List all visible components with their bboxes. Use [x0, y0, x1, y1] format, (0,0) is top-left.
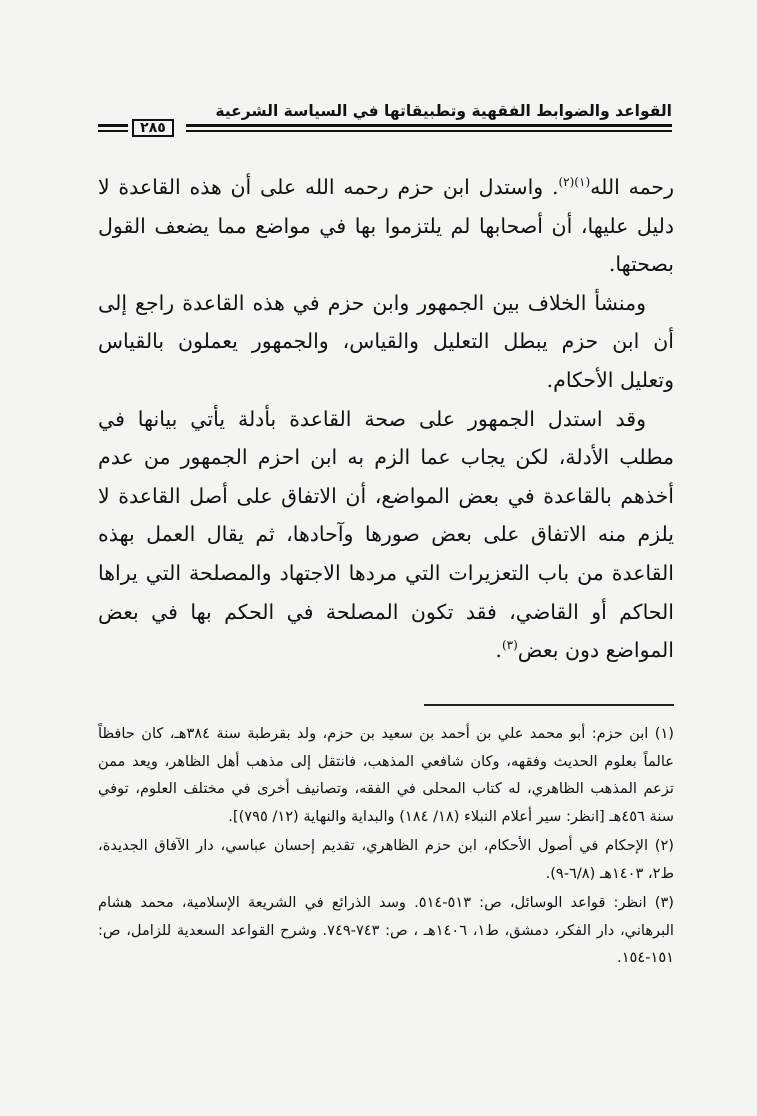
running-title: القواعد والضوابط الفقهية وتطبيقاتها في السياسة الشرعية — [215, 102, 672, 120]
paragraph-3 — [98, 400, 674, 670]
footnote-2-text: الإحكام في أصول الأحكام، ابن حزم الظاهري، تقديم إحسان عباسي، دار الآفاق الجديدة، ط٢، ١٤٠٣هـ (٦/٨-٩). — [98, 837, 674, 882]
paragraph-3-end: . — [495, 638, 502, 663]
footnote-3-text: انظر: قواعد الوسائل، ص: ٥١٣-٥١٤. وسد الذرائع في الشريعة الإسلامية، محمد هشام البرهاني، دار الفكر، دمشق، ط١، ١٤٠٦هـ ، ص: ٧٤٣-٧٤٩. وشرح القواعد السعدية للزامل، ص: ١٥١-١٥٤. — [98, 894, 674, 966]
footnote-separator — [424, 704, 674, 706]
footnote-3 — [98, 889, 674, 972]
footnotes — [98, 720, 674, 974]
page-number: ٢٨٥ — [132, 119, 174, 137]
paragraph-1-start: رحمه الله — [590, 175, 674, 199]
footnote-1-number: (١) — [654, 725, 674, 742]
paragraph-1-rest: . واستدل ابن حزم رحمه الله على أن هذه القاعدة لا دليل عليها، أن أصحابها لم يلتزموا بها في مواضع مما يضعف القول بصحتها. — [98, 175, 674, 277]
header-rule-short-thick — [98, 124, 128, 127]
main-text — [98, 168, 674, 670]
header-rule-thick — [186, 124, 672, 127]
footnote-2 — [98, 832, 674, 887]
footnote-1-text: ابن حزم: أبو محمد علي بن أحمد بن سعيد بن حزم، ولد بقرطبة سنة ٣٨٤هـ، كان حافظاً عالماً بعلوم الحديث وفقهه، وكان شافعي المذهب، فانتقل إلى مذهب أهل الظاهر، ويعد ممن تزعم المذهب الظاهري، له كتاب المحلى في الفقه، وتصانيف أخرى في مختلف العلوم، توفي سنة ٤٥٦هـ [انظر: سير أعلام النبلاء (١٨/ ١٨٤) والبداية والنهاية (١٢/ ٧٩٥)]. — [98, 725, 674, 825]
footnote-1 — [98, 720, 674, 830]
paragraph-3-text: وقد استدل الجمهور على صحة القاعدة بأدلة يأتي بيانها في مطلب الأدلة، لكن يجاب عما الزم به ابن احزم الجمهور من عدم أخذهم بالقاعدة في بعض المواضع، أن الاتفاق على أصل القاعدة لا يلزم منه الاتفاق على بعض صورها وآحادها، ثم يقال العمل بهذه القاعدة من باب التعزيرات التي مردها الاجتهاد والمصلحة التي يراها الحاكم أو القاضي، فقد تكون المصلحة في الحكم بها في بعض المواضع دون بعض — [98, 406, 674, 663]
footnote-ref-3: (٣) — [501, 638, 518, 653]
paragraph-1 — [98, 168, 674, 284]
header-rule-thin — [186, 130, 672, 132]
header-rule-short-thin — [98, 130, 128, 132]
paragraph-2: ومنشأ الخلاف بين الجمهور وابن حزم في هذه القاعدة راجع إلى أن ابن حزم يبطل التعليل والقياس، والجمهور يعملون بالقياس وتعليل الأحكام. — [98, 290, 674, 392]
footnote-3-number: (٣) — [654, 894, 674, 911]
page-header — [98, 98, 672, 142]
footnote-2-number: (٢) — [654, 837, 674, 854]
footnote-ref-1-2: (١)(٢) — [558, 175, 591, 190]
